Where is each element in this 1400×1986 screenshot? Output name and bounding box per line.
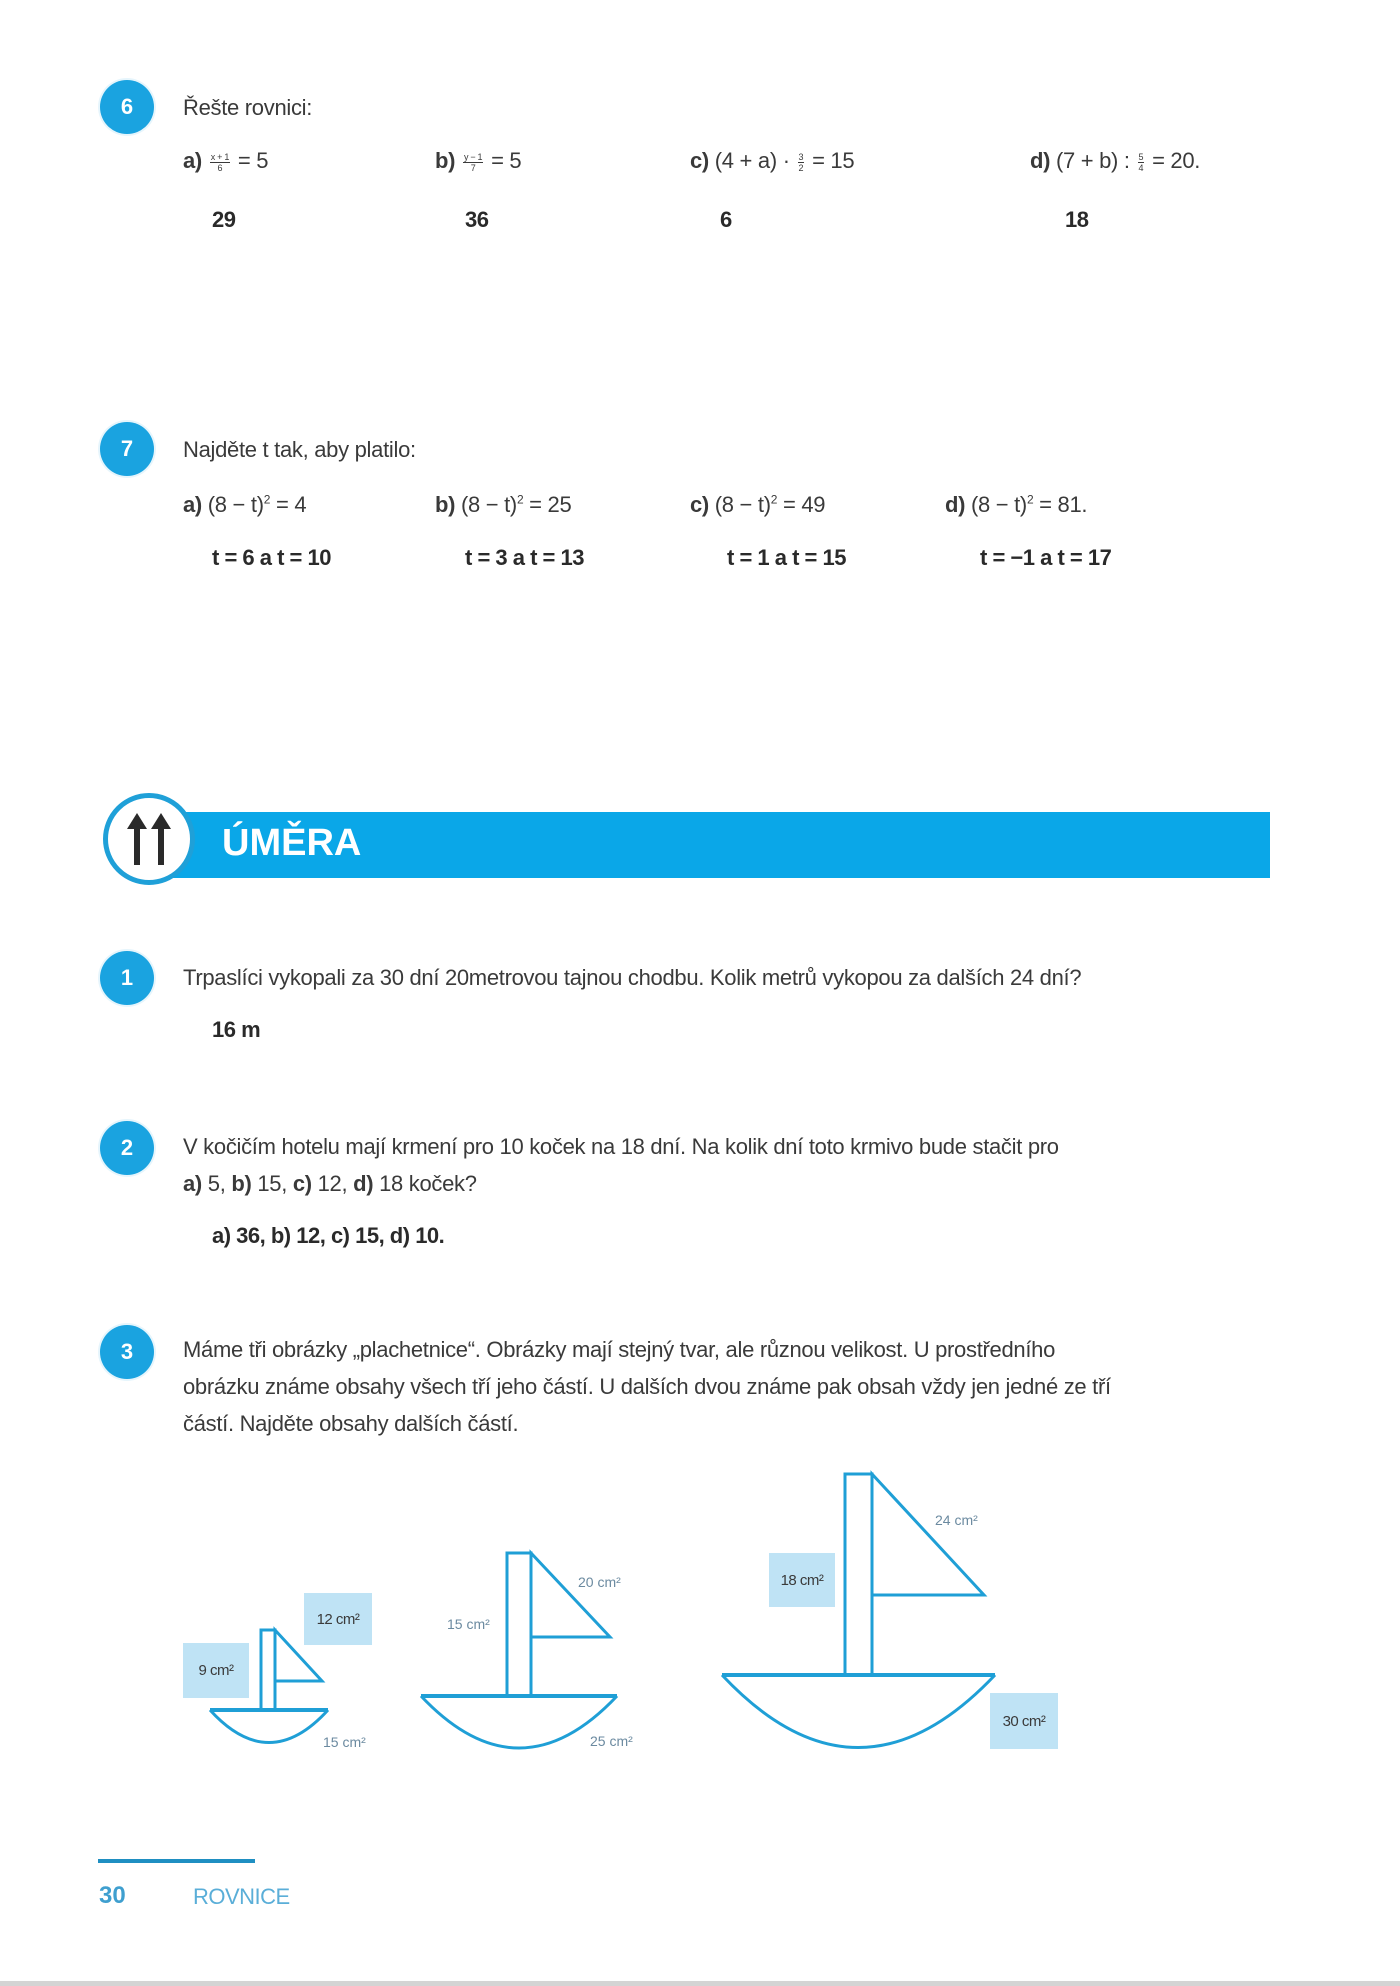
sail-area-label: 24 cm² <box>935 1512 978 1528</box>
item-value: 5, <box>201 1171 232 1196</box>
problem-text: Trpaslíci vykopali za 30 dní 20metrovou tajnou chodbu. Kolik metrů vykopou za dalších 24 dní? <box>183 965 1082 990</box>
sailboats-figure <box>0 1460 1400 1760</box>
fraction <box>798 152 805 173</box>
hull <box>421 1696 617 1748</box>
numerator: y − 1 <box>463 151 483 162</box>
item-value: 12, <box>311 1171 354 1196</box>
equation-rest: = 81. <box>1039 492 1088 517</box>
answer: 16 m <box>212 1017 261 1042</box>
bottom-edge <box>0 1981 1400 1986</box>
denominator: 4 <box>1138 162 1144 173</box>
exponent: 2 <box>263 492 271 507</box>
equation-rest: = 20. <box>1152 148 1201 173</box>
problem-text-line: částí. Najděte obsahy dalších částí. <box>183 1411 519 1436</box>
item-label: b) <box>231 1171 252 1196</box>
denominator: 2 <box>798 162 804 173</box>
section-title: ÚMĚRA <box>222 822 362 864</box>
exponent: 2 <box>1026 492 1034 507</box>
footer-rule <box>98 1859 255 1863</box>
page-number: 30 <box>99 1882 126 1909</box>
mast <box>845 1474 872 1675</box>
item-label: b) <box>435 148 456 173</box>
equation-pre: (7 + b) : <box>1055 148 1130 173</box>
equation-rest: = 5 <box>491 148 522 173</box>
answer: t = −1 a t = 17 <box>980 545 1112 570</box>
answer: 29 <box>212 207 236 232</box>
answer: 18 <box>1065 207 1089 232</box>
denominator: 6 <box>217 162 223 173</box>
numerator: 5 <box>1138 151 1144 162</box>
problem-text-line: Máme tři obrázky „plachetnice“. Obrázky mají stejný tvar, ale různou velikost. U prostředního <box>183 1337 1056 1362</box>
answer: t = 3 a t = 13 <box>465 545 584 570</box>
problem-text-line1: V kočičím hotelu mají krmení pro 10 koček na 18 dní. Na kolik dní toto krmivo bude stačit pro <box>183 1134 1059 1159</box>
item-label: c) <box>690 148 709 173</box>
exercise-number-badge: 6 <box>100 80 154 134</box>
item-label: d) <box>353 1171 374 1196</box>
item-label: c) <box>690 492 709 517</box>
fraction <box>1138 152 1145 173</box>
sail <box>872 1474 984 1595</box>
problem-text-line2 <box>183 1171 477 1197</box>
equation-b <box>435 148 521 174</box>
item-label: a) <box>183 1171 202 1196</box>
equation-base: (8 − t) <box>714 492 771 517</box>
problem-text <box>183 1331 1313 1442</box>
answer: t = 6 a t = 10 <box>212 545 331 570</box>
item-value: 15, <box>251 1171 293 1196</box>
numerator: 3 <box>798 151 804 162</box>
answer: 6 <box>720 207 732 232</box>
hull-area-label: 25 cm² <box>590 1733 633 1749</box>
sail <box>531 1553 610 1637</box>
equation-d <box>945 492 1087 518</box>
chapter-name: ROVNICE <box>193 1884 290 1909</box>
hull-area-label: 30 cm² <box>990 1693 1058 1749</box>
hull <box>210 1710 328 1743</box>
fraction <box>463 152 483 173</box>
answer: 36 <box>465 207 489 232</box>
exercise-number-badge: 7 <box>100 422 154 476</box>
equation-base: (8 − t) <box>207 492 264 517</box>
sail-area-label: 20 cm² <box>578 1574 621 1590</box>
equation-base: (8 − t) <box>460 492 517 517</box>
exercise-prompt: Najděte t tak, aby platilo: <box>183 437 416 462</box>
item-label: c) <box>292 1171 312 1196</box>
problem-number-badge: 2 <box>100 1121 154 1175</box>
answer: a) 36, b) 12, c) 15, d) 10. <box>212 1223 445 1248</box>
denominator: 7 <box>470 162 476 173</box>
item-label: d) <box>945 492 966 517</box>
fraction <box>210 152 230 173</box>
item-label: b) <box>435 492 456 517</box>
exponent: 2 <box>516 492 524 507</box>
problem-text-line: obrázku známe obsahy všech tří jeho částí. U dalších dvou známe pak obsah vždy jen jedné ze tří <box>183 1374 1111 1399</box>
equation-rest: = 49 <box>782 492 826 517</box>
item-value: 18 koček? <box>373 1171 477 1196</box>
equation-c <box>690 148 854 174</box>
section-icon-circle <box>103 793 195 885</box>
exercise-prompt: Řešte rovnici: <box>183 95 313 120</box>
mast-area-label: 9 cm² <box>183 1643 249 1698</box>
equation-pre: (4 + a) · <box>714 148 790 173</box>
equation-a <box>183 492 306 518</box>
problem-number-badge: 1 <box>100 951 154 1005</box>
answer: t = 1 a t = 15 <box>727 545 846 570</box>
exponent: 2 <box>770 492 778 507</box>
hull-area-label: 15 cm² <box>323 1734 366 1750</box>
item-label: a) <box>183 148 202 173</box>
equation-c <box>690 492 825 518</box>
equation-rest: = 25 <box>529 492 572 517</box>
item-label: d) <box>1030 148 1051 173</box>
equation-rest: = 5 <box>237 148 269 173</box>
mast-area-label: 15 cm² <box>447 1616 490 1632</box>
mast <box>507 1553 531 1696</box>
equation-b <box>435 492 571 518</box>
hull <box>722 1675 995 1748</box>
problem-number-badge: 3 <box>100 1325 154 1379</box>
equation-rest: = 4 <box>275 492 307 517</box>
equation-rest: = 15 <box>812 148 855 173</box>
item-label: a) <box>183 492 202 517</box>
double-up-arrows-icon <box>121 809 177 869</box>
numerator: x + 1 <box>210 151 230 162</box>
equation-a <box>183 148 268 174</box>
equation-base: (8 − t) <box>970 492 1027 517</box>
mast <box>261 1630 275 1710</box>
equation-d <box>1030 148 1200 174</box>
sail-area-label: 12 cm² <box>304 1593 372 1645</box>
mast-area-label: 18 cm² <box>769 1553 835 1607</box>
